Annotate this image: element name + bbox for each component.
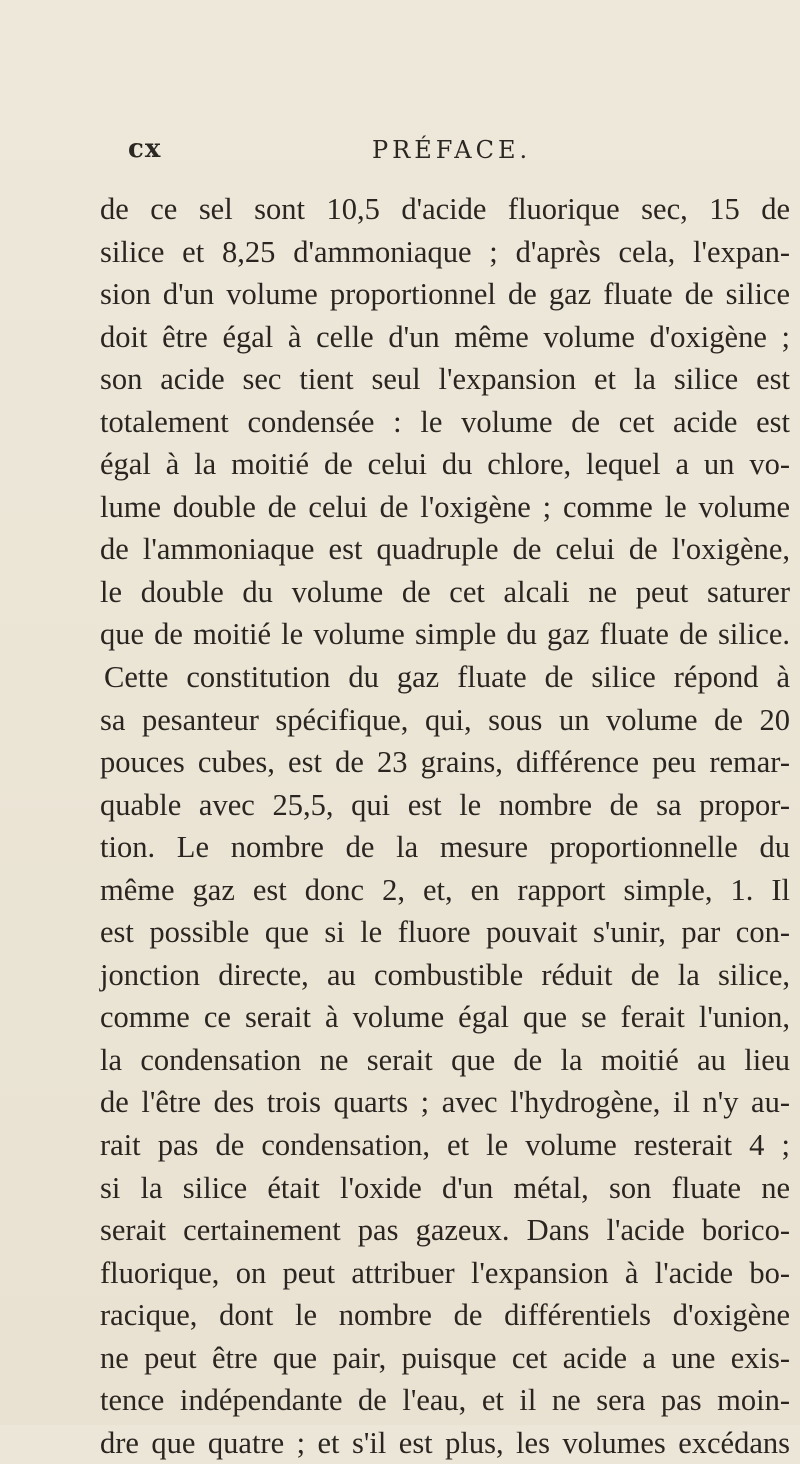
- text-line: la condensation ne serait que de la moitié au lieu: [100, 1042, 790, 1077]
- text-line: égal à la moitié de celui du chlore, lequel a un vo-: [100, 447, 790, 482]
- text-line: silice et 8,25 d'ammoniaque ; d'après cela, l'expan-: [100, 234, 790, 269]
- text-line: sa pesanteur spécifique, qui, sous un volume de 20: [100, 702, 790, 737]
- text-line: pouces cubes, est de 23 grains, différence peu remar-: [100, 745, 790, 780]
- page-number: cx: [128, 134, 162, 164]
- text-line: doit être égal à celle d'un même volume d'oxigène ;: [100, 319, 790, 354]
- text-line: le double du volume de cet alcali ne peut saturer: [100, 574, 790, 609]
- page-header: [0, 128, 800, 168]
- text-line: quable avec 25,5, qui est le nombre de sa propor-: [100, 787, 790, 822]
- text-line: jonction directe, au combustible réduit de la silice,: [100, 957, 790, 992]
- text-line: son acide sec tient seul l'expansion et la silice est: [100, 362, 790, 397]
- text-line: fluorique, on peut attribuer l'expansion à l'acide bo-: [100, 1255, 790, 1290]
- text-line: de l'ammoniaque est quadruple de celui de l'oxigène,: [100, 532, 790, 567]
- text-line: même gaz est donc 2, et, en rapport simple, 1. Il: [100, 872, 790, 907]
- text-line: que de moitié le volume simple du gaz fluate de silice.: [100, 617, 790, 652]
- text-line: tion. Le nombre de la mesure proportionnelle du: [100, 830, 790, 865]
- text-line: de l'être des trois quarts ; avec l'hydrogène, il n'y au-: [100, 1085, 790, 1120]
- text-line: dre que quatre ; et s'il est plus, les volumes excédans: [100, 1425, 790, 1460]
- text-line: sion d'un volume proportionnel de gaz fluate de silice: [100, 277, 790, 312]
- text-line: tence indépendante de l'eau, et il ne sera pas moin-: [100, 1383, 790, 1418]
- text-line: Cette constitution du gaz fluate de silice répond à: [104, 660, 790, 695]
- text-line: totalement condensée : le volume de cet acide est: [100, 404, 790, 439]
- text-line: comme ce serait à volume égal que se ferait l'union,: [100, 1000, 790, 1035]
- text-line: lume double de celui de l'oxigène ; comme le volume: [100, 489, 790, 524]
- text-line: est possible que si le fluore pouvait s'unir, par con-: [100, 915, 790, 950]
- text-line: de ce sel sont 10,5 d'acide fluorique sec, 15 de: [100, 192, 790, 226]
- body-text: [100, 188, 790, 1464]
- running-head: PRÉFACE.: [372, 136, 532, 164]
- text-line: si la silice était l'oxide d'un métal, son fluate ne: [100, 1170, 790, 1205]
- text-line: serait certainement pas gazeux. Dans l'acide borico-: [100, 1213, 790, 1248]
- text-line: ne peut être que pair, puisque cet acide a une exis-: [100, 1340, 790, 1375]
- text-line: racique, dont le nombre de différentiels d'oxigène: [100, 1298, 790, 1333]
- text-line: rait pas de condensation, et le volume resterait 4 ;: [100, 1128, 790, 1163]
